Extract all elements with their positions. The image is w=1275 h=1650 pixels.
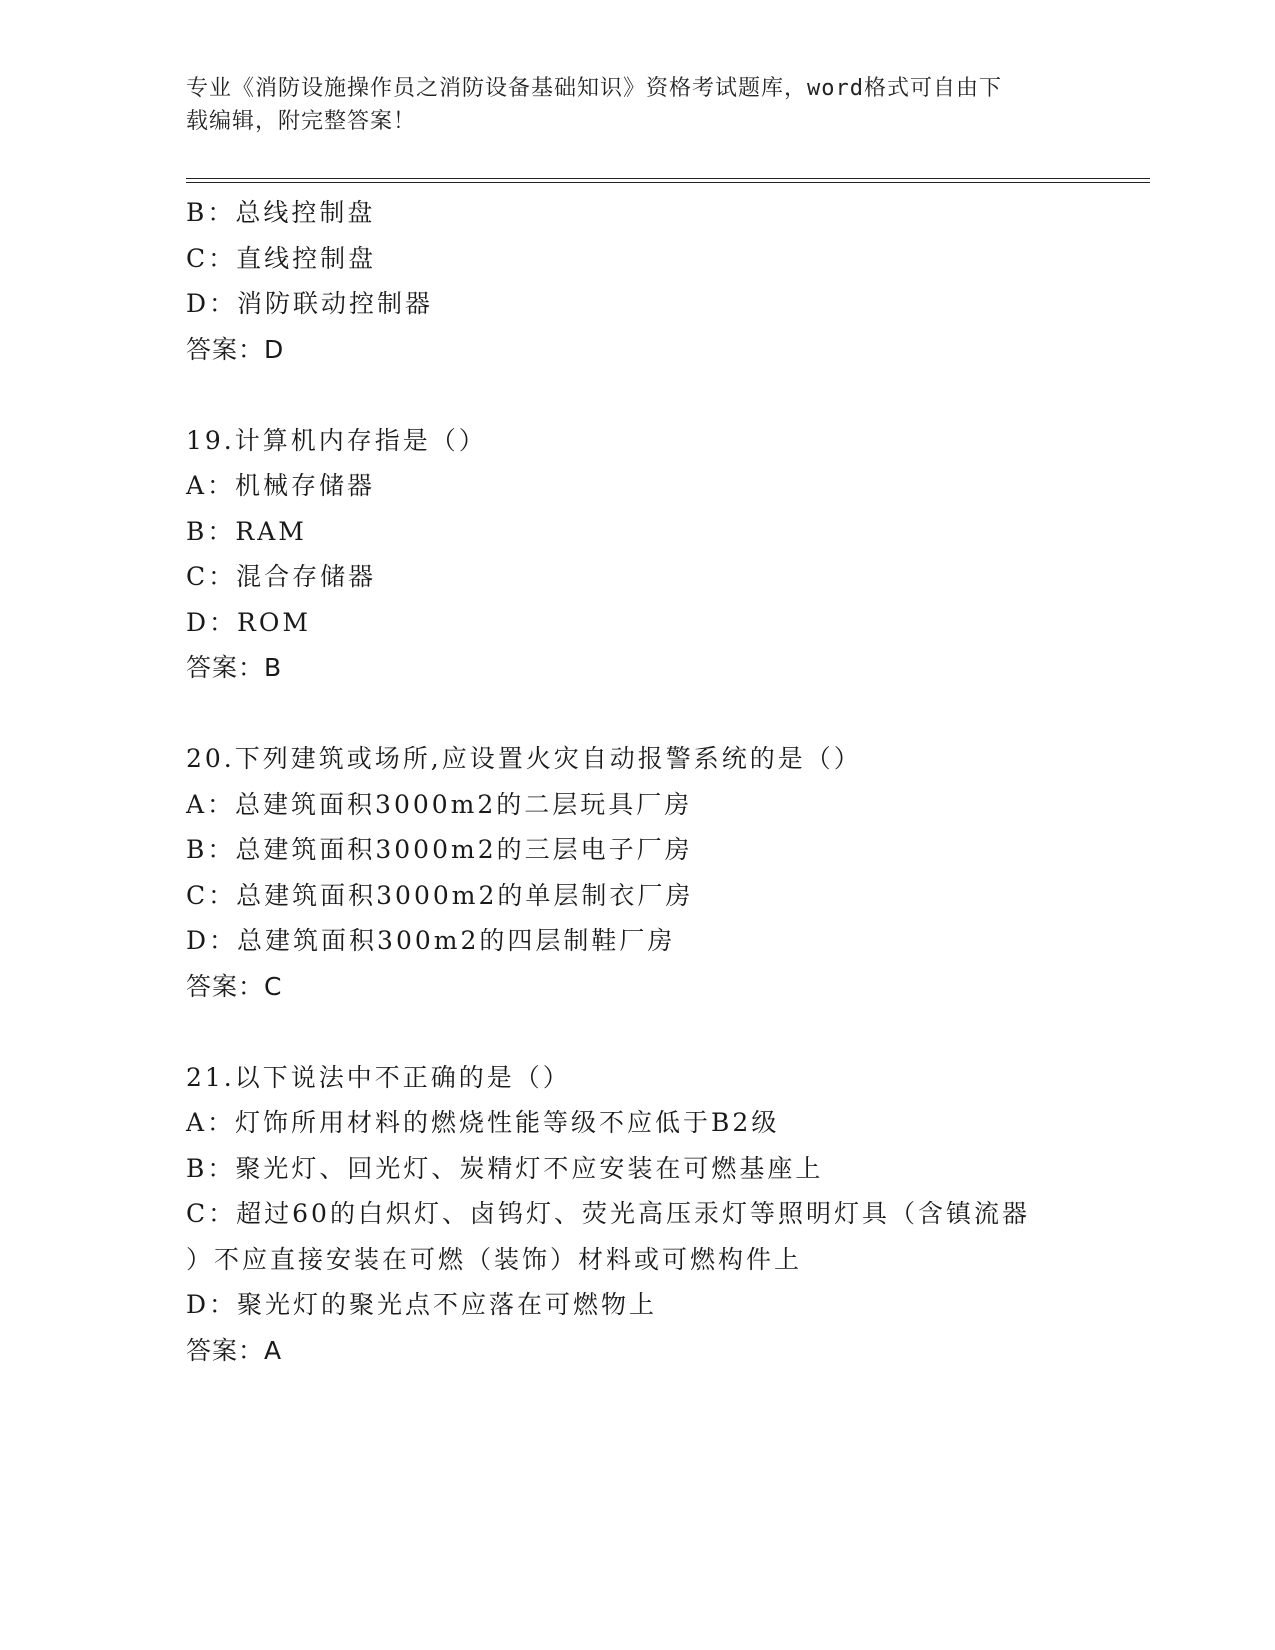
question-21-option-d: D：聚光灯的聚光点不应落在可燃物上 <box>186 1290 658 1319</box>
question-21-option-a: A：灯饰所用材料的燃烧性能等级不应低于B2级 <box>186 1108 780 1137</box>
question-21-option-c: C：超过60的白炽灯、卤钨灯、荧光高压汞灯等照明灯具（含镇流器 <box>186 1199 1030 1228</box>
header-divider-top <box>186 178 1150 179</box>
question-20-option-b: B：总建筑面积3000m2的三层电子厂房 <box>186 835 693 864</box>
question-19-option-b: B：RAM <box>186 516 307 546</box>
question-18-option-c: C：直线控制盘 <box>186 243 377 273</box>
question-19 <box>186 418 1086 691</box>
question-21-stem: 21.以下说法中不正确的是（） <box>186 1062 571 1092</box>
question-19-option-c: C：混合存储器 <box>186 562 377 591</box>
spacer <box>186 691 1086 737</box>
header-divider-bottom <box>186 182 1150 183</box>
header-line-2: 载编辑，附完整答案！ <box>186 109 417 134</box>
question-list <box>186 190 1086 1373</box>
question-20-option-d: D：总建筑面积300m2的四层制鞋厂房 <box>186 926 676 955</box>
question-21-option-b: B：聚光灯、回光灯、炭精灯不应安装在可燃基座上 <box>186 1153 824 1183</box>
spacer <box>186 372 1086 418</box>
question-18-answer: 答案：D <box>186 334 285 364</box>
question-21-option-c-continued: ）不应直接安装在可燃（装饰）材料或可燃构件上 <box>186 1244 803 1274</box>
header-line-1: 专业《消防设施操作员之消防设备基础知识》资格考试题库，word格式可自由下 <box>186 76 1002 101</box>
question-18-option-d: D：消防联动控制器 <box>186 289 434 318</box>
question-18 <box>186 190 1086 372</box>
question-19-answer: 答案：B <box>186 653 283 682</box>
question-20-option-c: C：总建筑面积3000m2的单层制衣厂房 <box>186 880 694 910</box>
question-19-option-d: D：ROM <box>186 607 311 637</box>
document-header-note <box>186 72 1066 138</box>
question-19-stem: 19.计算机内存指是（） <box>186 425 487 455</box>
question-20-option-a: A：总建筑面积3000m2的二层玩具厂房 <box>186 789 693 819</box>
question-21-answer: 答案：A <box>186 1335 283 1365</box>
question-18-option-b: B：总线控制盘 <box>186 198 376 227</box>
question-21 <box>186 1055 1086 1374</box>
question-20 <box>186 736 1086 1009</box>
question-19-option-a: A：机械存储器 <box>186 471 376 500</box>
question-20-answer: 答案：C <box>186 971 283 1001</box>
question-20-stem: 20.下列建筑或场所,应设置火灾自动报警系统的是（） <box>186 744 862 773</box>
spacer <box>186 1009 1086 1055</box>
